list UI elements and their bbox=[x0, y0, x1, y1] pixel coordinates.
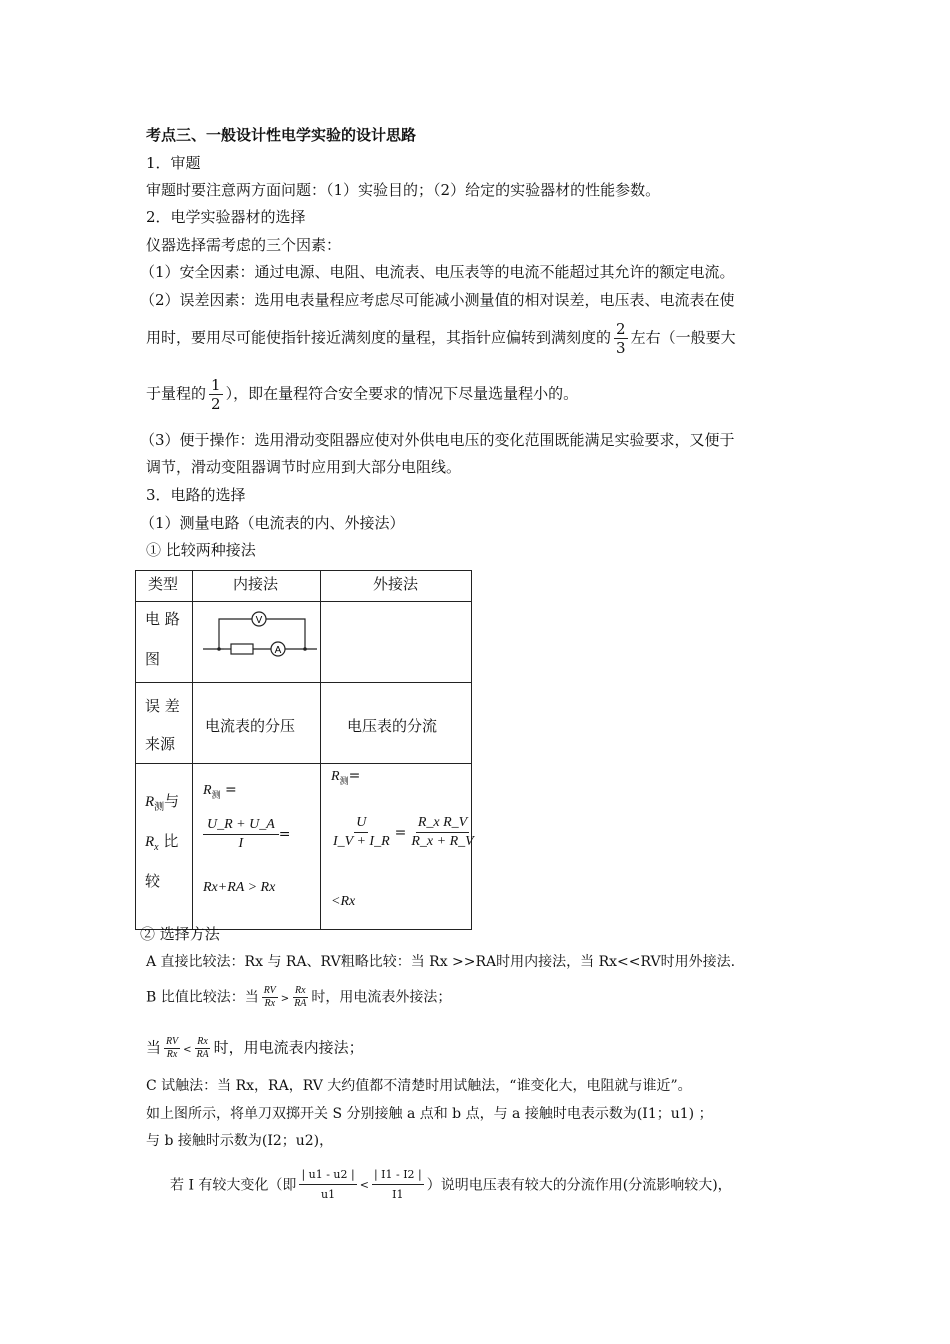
heading-1: 1．审题 bbox=[146, 154, 201, 172]
p2c-post: ），即在量程符合安全要求的情况下尽量选量程小的。 bbox=[225, 384, 579, 403]
text-2-p1: （1）安全因素：通过电源、电阻、电流表、电压表等的电流不能超过其允许的额定电流。 bbox=[140, 263, 735, 281]
method-b-post: 时，用电流表外接法； bbox=[311, 989, 452, 1006]
outer-r-measured: $R_测=$ bbox=[331, 768, 361, 787]
text-2-p2c bbox=[146, 376, 578, 413]
heading-4: ② 选择方法 bbox=[140, 925, 220, 943]
ammeter-symbol: A bbox=[274, 645, 282, 656]
frac-num: 1 bbox=[211, 376, 221, 394]
outer-result: <Rx bbox=[331, 894, 356, 909]
frac-den: 3 bbox=[616, 339, 626, 357]
method-b: B 比值比较法：当 $\frac{RV}{Rx}$ > $\frac{Rx}{RA}$ 时，用电流表外接法； bbox=[146, 985, 452, 1009]
outer-formula-den: I_V + I_R bbox=[333, 834, 390, 849]
inner-result: Rx+RA > Rx bbox=[203, 880, 276, 895]
heading-2: 2．电学实验器材的选择 bbox=[146, 208, 306, 226]
header-type: 类型 bbox=[148, 575, 179, 593]
frac-den: 2 bbox=[211, 395, 221, 413]
method-b-pre: B 比值比较法：当 bbox=[146, 989, 259, 1006]
condition-pre: 若 I 有较大变化（即 bbox=[170, 1177, 297, 1194]
header-inner: 内接法 bbox=[233, 575, 279, 593]
ratio-rx-ra-2: $\frac{Rx}{RA}$ bbox=[196, 1036, 209, 1060]
p2b-post: 左右（一般要大 bbox=[630, 328, 736, 347]
text-2-intro: 仪器选择需考虑的三个因素： bbox=[146, 236, 342, 254]
outer-formula-den2: R_x + R_V bbox=[411, 834, 474, 849]
inner-r-measured: $R_测$ = bbox=[203, 782, 237, 801]
outer-formula-num: U bbox=[354, 814, 368, 833]
inner-formula-num: U_R + U_A bbox=[203, 816, 279, 835]
outer-formula-num2: R_x R_V bbox=[416, 814, 469, 833]
frac-num: 2 bbox=[616, 320, 626, 338]
outer-error-source: 电压表的分流 bbox=[347, 717, 438, 735]
voltmeter-symbol: V bbox=[255, 615, 263, 626]
outer-formula: $\frac{U}{I\_V + I\_R}$ = $\frac{\text{R\_x R\_V}}{R\_x + R\_V}$ bbox=[333, 815, 474, 849]
text-3-sub1: （1）测量电路（电流表的内、外接法） bbox=[140, 514, 405, 532]
row2-label-b: 来源 bbox=[145, 735, 176, 753]
text-2-p3a: （3）便于操作：选用滑动变阻器应使对外供电电压的变化范围既能满足实验要求，又便于 bbox=[140, 431, 735, 449]
method-b2-pre: 当 bbox=[146, 1038, 162, 1057]
comparison-table bbox=[135, 570, 472, 930]
row1-label-b: 图 bbox=[145, 650, 161, 668]
text-1: 审题时要注意两方面问题：（1）实验目的；（2）给定的实验器材的性能参数。 bbox=[146, 181, 661, 199]
voltage-change-ratio: $\frac{| u1 - u2 |}{u1}$ bbox=[301, 1168, 355, 1201]
method-c-desc1: 如上图所示，将单刀双掷开关 S 分别接触 a 点和 b 点，与 a 接触时电表示数为(I1；u1) ； bbox=[146, 1106, 713, 1122]
inner-formula-den: I bbox=[238, 836, 244, 851]
header-outer: 外接法 bbox=[373, 575, 419, 593]
row3-label-a: $R_测$与 bbox=[145, 792, 180, 813]
heading-3: 3．电路的选择 bbox=[146, 486, 246, 504]
inner-formula: $\frac{U\_R + U\_A}{I}$ = bbox=[203, 816, 291, 853]
section-title: 考点三、一般设计性电学实验的设计思路 bbox=[146, 126, 417, 144]
inner-error-source: 电流表的分压 bbox=[205, 717, 296, 735]
ratio-rx-ra: $\frac{Rx}{RA}$ bbox=[294, 985, 307, 1009]
method-c: C 试触法：当 Rx，RA，RV 大约值都不清楚时用试触法，“谁变化大，电阻就与谁近”。 bbox=[146, 1078, 692, 1094]
condition-post: ）说明电压表有较大的分流作用(分流影响较大)， bbox=[426, 1177, 732, 1194]
fraction-one-half bbox=[209, 376, 223, 413]
ratio-rv-rx: $\frac{RV}{Rx}$ bbox=[263, 985, 276, 1009]
p2c-pre: 于量程的 bbox=[146, 384, 207, 403]
p2b-pre: 用时，要用尽可能使指针接近满刻度的量程，其指针应偏转到满刻度的 bbox=[146, 328, 612, 347]
row3-label-b: $R_x$ 比 bbox=[145, 832, 179, 853]
method-c-desc2: 与 b 接触时示数为(I2；u2)， bbox=[146, 1133, 334, 1149]
text-2-p3b: 调节，滑动变阻器调节时应用到大部分电阻线。 bbox=[146, 458, 462, 476]
inner-circuit-diagram bbox=[193, 602, 320, 682]
method-a: A 直接比较法：Rx 与 RA、RV粗略比较：当 Rx >>RA时用内接法，当 Rx<<RV时用外接法. bbox=[146, 954, 736, 970]
method-b2-post: 时，用电流表内接法； bbox=[213, 1038, 364, 1057]
text-2-p2a: （2）误差因素：选用电表量程应考虑尽可能减小测量值的相对误差，电压表、电流表在使 bbox=[140, 291, 735, 309]
method-b2: 当 $\frac{RV}{Rx}$ < $\frac{Rx}{RA}$ 时，用电流表内接法； bbox=[146, 1036, 364, 1060]
text-2-p2b bbox=[146, 320, 736, 357]
row2-label-a: 误 差 bbox=[145, 697, 180, 715]
ratio-rv-rx-2: $\frac{RV}{Rx}$ bbox=[166, 1036, 179, 1060]
method-c-condition: 若 I 有较大变化（即 $\frac{| u1 - u2 |}{u1}$ < $\frac{| I1 - I2 |}{I1}$ ）说明电压表有较大的分流作用(分流影响较大)， bbox=[170, 1166, 732, 1205]
fraction-two-thirds bbox=[614, 320, 628, 357]
current-change-ratio: $\frac{| I1 - I2 |}{I1}$ bbox=[373, 1168, 422, 1201]
row1-label-a: 电 路 bbox=[145, 610, 180, 628]
row3-label-c: 较 bbox=[145, 872, 161, 890]
text-3-sub2: ① 比较两种接法 bbox=[146, 541, 256, 559]
